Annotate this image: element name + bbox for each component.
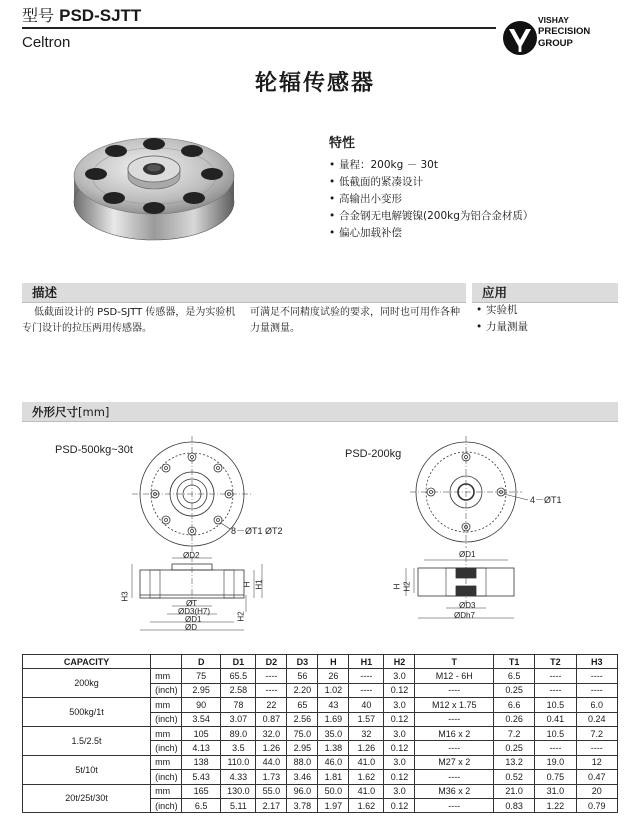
unit-cell: mm [151,669,182,683]
table-cell: 5.11 [221,798,256,812]
unit-cell: (inch) [151,798,182,812]
table-cell: 46.0 [318,755,349,769]
table-cell: 20 [576,784,617,798]
table-cell: 65.5 [221,669,256,683]
table-cell: 6.6 [493,698,534,712]
table-cell: 0.41 [535,712,576,726]
table-row [23,784,618,798]
table-cell: 6.0 [576,698,617,712]
table-cell: 2.95 [182,683,221,697]
table-cell: 1.57 [349,712,384,726]
vishay-logo [500,8,620,62]
table-cell: M12 x 1.75 [415,698,494,712]
table-cell: 0.24 [576,712,617,726]
table-cell: 1.62 [349,798,384,812]
model-prefix: 型号 [22,6,55,25]
table-cell: 0.79 [576,798,617,812]
table-cell: 0.25 [493,741,534,755]
table-cell: 0.12 [384,712,415,726]
table-cell: 3.0 [384,755,415,769]
table-cell: 7.2 [576,726,617,740]
drawing-left-title: PSD-500kg~30t [55,444,133,456]
table-cell: 4.33 [221,770,256,784]
unit-cell: mm [151,784,182,798]
table-cell: ---- [256,683,287,697]
table-header-cell: D1 [221,655,256,669]
description-text-left: 低截面设计的 PSD-SJTT 传感器，是为实验机专门设计的拉压两用传感器。 [22,307,236,334]
table-header-cell: H [318,655,349,669]
table-cell: 26 [318,669,349,683]
table-cell: 3.54 [182,712,221,726]
table-cell: 65 [287,698,318,712]
table-header-cell: H2 [384,655,415,669]
table-cell: M27 x 2 [415,755,494,769]
table-cell: ---- [576,669,617,683]
table-header-cell: D2 [256,655,287,669]
applications-heading: 应用 [472,283,618,303]
table-cell: 0.25 [493,683,534,697]
product-photo [66,124,242,244]
description-heading: 描述 [22,283,466,303]
table-row [23,755,618,769]
logo-line-2: PRECISION [538,26,591,37]
table-cell: 43 [318,698,349,712]
table-cell: ---- [535,669,576,683]
table-cell: 41.0 [349,784,384,798]
drawing-left-h1: H1 [254,579,264,590]
table-cell: 6.5 [493,669,534,683]
table-cell: 88.0 [287,755,318,769]
table-header-row [23,655,618,669]
table-cell: 0.52 [493,770,534,784]
application-item: • 力量测量 [476,319,616,336]
table-cell: 0.47 [576,770,617,784]
table-cell: ---- [349,669,384,683]
table-cell: 21.0 [493,784,534,798]
table-cell: 0.87 [256,712,287,726]
table-header-cell: D3 [287,655,318,669]
table-header-cell: T [415,655,494,669]
drawing-right-d1: ØD1 [459,550,476,559]
table-cell: 6.5 [182,798,221,812]
table-cell: 3.78 [287,798,318,812]
capacity-cell: 5t/10t [23,755,151,784]
table-header-cell: T2 [535,655,576,669]
table-cell: 0.12 [384,683,415,697]
table-cell: 41.0 [349,755,384,769]
table-cell: M12 - 6H [415,669,494,683]
brand-name: Celtron [22,34,71,51]
table-cell: M36 x 2 [415,784,494,798]
table-cell: ---- [415,712,494,726]
table-cell: 0.26 [493,712,534,726]
drawing-right-h: H [392,583,402,590]
applications-list [476,302,616,336]
application-item: • 实验机 [476,302,616,319]
features-list [329,157,619,242]
logo-line-3: GROUP [538,38,573,49]
table-row [23,698,618,712]
table-cell: 2.17 [256,798,287,812]
table-cell: 1.26 [349,741,384,755]
table-cell: 5.43 [182,770,221,784]
table-cell: 165 [182,784,221,798]
table-cell: 2.58 [221,683,256,697]
capacity-cell: 20t/25t/30t [23,784,151,813]
table-cell: ---- [535,741,576,755]
table-header-cell: H1 [349,655,384,669]
table-cell: ---- [256,669,287,683]
model-code: PSD-SJTT [59,6,142,25]
table-cell: 2.95 [287,741,318,755]
capacity-cell: 1.5/2.5t [23,726,151,755]
table-cell: ---- [415,770,494,784]
logo-wordmark [538,14,590,50]
table-cell: 10.5 [535,726,576,740]
table-cell: 13.2 [493,755,534,769]
table-cell: 31.0 [535,784,576,798]
table-cell: ---- [535,683,576,697]
table-cell: ---- [415,798,494,812]
table-cell: 1.22 [535,798,576,812]
table-cell: 3.0 [384,784,415,798]
table-cell: 3.0 [384,669,415,683]
dimensions-heading [22,402,618,422]
table-header-cell: T1 [493,655,534,669]
drawing-left-hole-label: 8－ØT1 ØT2 [231,526,283,536]
feature-item: • 合金钢无电解镀镍(200kg为铝合金材质） [329,208,619,225]
feature-item: • 高输出小变形 [329,191,619,208]
table-cell: 10.5 [535,698,576,712]
table-cell: 55.0 [256,784,287,798]
table-cell: 1.02 [318,683,349,697]
drawing-left-d2: ØD2 [183,551,200,560]
unit-cell: (inch) [151,741,182,755]
table-row [23,669,618,683]
table-cell: ---- [415,741,494,755]
drawing-right-d3: ØD3 [459,601,476,610]
feature-item: • 量程：200kg － 30t [329,157,619,174]
table-cell: 0.12 [384,741,415,755]
table-cell: 3.0 [384,726,415,740]
table-cell: 75.0 [287,726,318,740]
table-cell: 2.56 [287,712,318,726]
table-cell: 1.38 [318,741,349,755]
table-cell: 105 [182,726,221,740]
unit-cell: mm [151,726,182,740]
feature-item: • 低截面的紧凑设计 [329,174,619,191]
table-cell: 89.0 [221,726,256,740]
table-cell: 32 [349,726,384,740]
drawing-left-h: H [242,581,252,588]
table-cell: 19.0 [535,755,576,769]
table-cell: 3.0 [384,698,415,712]
description-text-right: 可满足不同精度试验的要求，同时也可用作各种力量测量。 [250,307,460,334]
table-cell: 50.0 [318,784,349,798]
table-cell: 138 [182,755,221,769]
drawing-left-d3: ØD3(H7) [178,607,211,616]
table-cell: ---- [576,741,617,755]
table-row [23,726,618,740]
spec-table-body [23,669,618,813]
drawing-left-h2: H2 [236,611,246,622]
header-rule [22,27,496,29]
drawing-left-d1: ØD1 [185,615,202,624]
logo-line-1: VISHAY [538,15,569,25]
table-cell: 75 [182,669,221,683]
table-cell: 2.20 [287,683,318,697]
table-cell: 44.0 [256,755,287,769]
table-cell: ---- [576,683,617,697]
table-cell: ---- [349,683,384,697]
drawing-right-title: PSD-200kg [345,448,402,460]
feature-item: • 偏心加载补偿 [329,225,619,242]
table-cell: 90 [182,698,221,712]
page-title: 轮辐传感器 [254,71,375,96]
unit-cell: mm [151,698,182,712]
drawing-right-hole-label: 4－ØT1 [530,495,562,505]
table-cell: 3.5 [221,741,256,755]
table-header-cell [151,655,182,669]
table-cell: 7.2 [493,726,534,740]
table-cell: ---- [415,683,494,697]
drawing-left-d: ØD [185,623,197,632]
table-cell: 1.62 [349,770,384,784]
table-header-cell: D [182,655,221,669]
model-heading [22,6,141,26]
drawing-left-h3: H3 [120,591,130,602]
table-cell: 12 [576,755,617,769]
table-cell: 0.75 [535,770,576,784]
capacity-cell: 500kg/1t [23,698,151,727]
table-cell: 32.0 [256,726,287,740]
dimensions-title: 外形尺寸 [32,405,78,419]
table-cell: 1.69 [318,712,349,726]
features-heading: 特性 [329,136,356,151]
table-cell: 96.0 [287,784,318,798]
table-cell: 1.73 [256,770,287,784]
table-cell: M16 x 2 [415,726,494,740]
table-cell: 0.12 [384,770,415,784]
table-cell: 0.12 [384,798,415,812]
table-cell: 110.0 [221,755,256,769]
table-cell: 0.83 [493,798,534,812]
table-header-cell: CAPACITY [23,655,151,669]
table-cell: 1.81 [318,770,349,784]
table-cell: 78 [221,698,256,712]
capacity-cell: 200kg [23,669,151,698]
table-cell: 1.97 [318,798,349,812]
unit-cell: (inch) [151,712,182,726]
features-section [329,132,619,242]
table-cell: 35.0 [318,726,349,740]
drawing-right-dh7: ØDh7 [454,611,475,620]
spec-table [22,654,618,813]
table-cell: 56 [287,669,318,683]
dimensions-unit: [mm] [78,405,110,419]
unit-cell: (inch) [151,770,182,784]
drawing-left-t: ØT [186,599,198,608]
unit-cell: (inch) [151,683,182,697]
table-cell: 4.13 [182,741,221,755]
table-header-cell: H3 [576,655,617,669]
table-cell: 22 [256,698,287,712]
drawing-right-h2: H2 [402,581,412,592]
vpg-logo-icon [500,18,540,58]
table-cell: 3.07 [221,712,256,726]
table-cell: 1.26 [256,741,287,755]
table-cell: 40 [349,698,384,712]
table-cell: 130.0 [221,784,256,798]
table-cell: 3.46 [287,770,318,784]
unit-cell: mm [151,755,182,769]
